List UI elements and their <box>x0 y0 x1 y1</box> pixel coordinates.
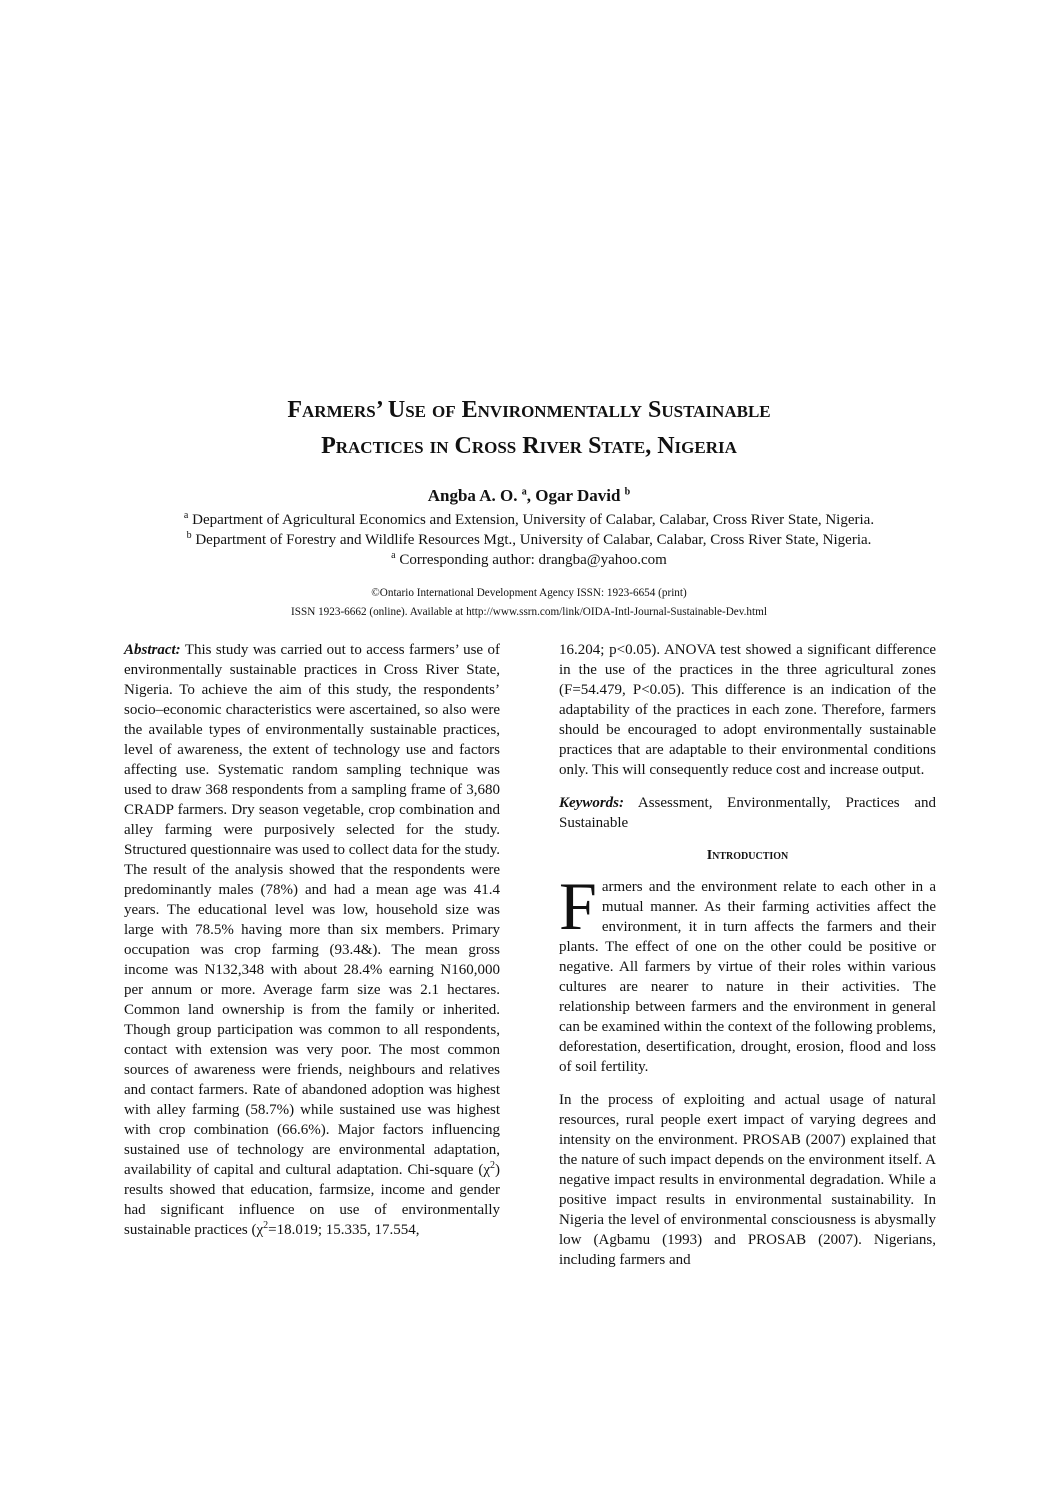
right-column <box>559 640 936 1283</box>
affiliation <box>0 532 1058 549</box>
affiliation-text: Department of Forestry and Wildlife Resources Mgt., University of Calabar, Calabar, Cross River State, Nigeria. <box>191 532 872 548</box>
affiliation-mark: a <box>521 486 527 498</box>
affiliation-text: Department of Agricultural Economics and Extension, University of Calabar, Calabar, Cross River State, Nigeria. <box>188 512 875 528</box>
keywords-label: Keywords: <box>559 795 624 811</box>
drop-cap: F <box>559 868 597 944</box>
abstract-label: Abstract: <box>124 642 181 658</box>
affiliation <box>0 512 1058 529</box>
abstract-paragraph <box>124 640 500 1240</box>
left-column <box>124 640 500 1253</box>
corresponding-author <box>0 552 1058 569</box>
affiliation-mark: a <box>391 550 396 561</box>
intro-text: armers and the environment relate to each other in a mutual manner. As their farming activities affect the environment, it in turn affects the farmers and their plants. The effect of one on the other could be positive or negative. All farmers by virtue of their roles within various cultures are nearer to nature in their activities. The relationship between farmers and the environment in general can be examined within the context of the following problems, deforestation, desertification, drought, erosion, flood and loss of soil fertility. <box>559 879 936 1075</box>
abstract-continuation: 16.204; p<0.05). ANOVA test showed a significant difference in the use of the practices in the three agricultural zones (F=54.479, P<0.05). This difference is an indication of the adaptability of the practices in each zone. Therefore, farmers should be encouraged to adopt environmentally sustainable practices that are adaptable to their environmental conditions only. This will consequently reduce cost and increase output. <box>559 642 936 778</box>
section-heading-introduction: Introduction <box>706 848 789 863</box>
superscript: 2 <box>263 1220 269 1231</box>
affiliation-mark: b <box>624 486 631 498</box>
keywords-paragraph <box>559 793 936 833</box>
abstract-text: This study was carried out to access farmers’ use of environmentally sustainable practices in Cross River State, Nigeria. To achieve the aim of this study, the respondents’ socio–economic characteristics were ascertained, so also were the available types of environmentally sustainable practices, level of awareness, the extent of technology use and factors affecting use. Systematic random sampling technique was used to draw 368 respondents from a sampling frame of 3,680 CRADP farmers. Dry season vegetable, crop combination and alley farming were purposively selected for the study. Structured questionnaire was used to collect data for the study. The result of the analysis showed that the respondents were predominantly males (78%) and had a mean age was 41.4 years. The educational level was low, household size was large with 78.5% having more than six members. Primary occupation was crop farming (93.4&). The mean gross income was N132,348 with about 28.4% earning N160,000 per annum or more. Average farm size was 2.1 hectares. Common land ownership is from the family or inherited. Though group participation was common to all respondents, contact with extension was very poor. The most common sources of awareness were friends, neighbours and relatives and contact farmers. Rate of abandoned adoption was highest with alley farming (58.7%) while sustained use was highest with crop combination (66.6%). Major factors influencing sustained use of technology are environmental adaptation, availability of capital and cultural adaptation. Chi-square (χ <box>124 642 500 1178</box>
corresponding-author-text: Corresponding author: drangba@yahoo.com <box>395 552 667 568</box>
title-line-1: Farmers’ Use of Environmentally Sustainable <box>287 397 771 423</box>
intro-paragraph <box>559 868 936 1077</box>
author-separator: , <box>526 486 536 505</box>
keywords-text: Assessment, Environmentally, Practices and Sustainable <box>559 795 936 831</box>
abstract-text: =18.019; 15.335, 17.554, <box>268 1222 420 1238</box>
author-name: Angba A. O. <box>427 486 518 505</box>
affiliation-mark: a <box>183 510 189 521</box>
paper-title <box>0 392 1058 464</box>
copyright-line: ©Ontario International Development Agency ISSN: 1923-6654 (print) <box>371 587 687 599</box>
author-list <box>0 486 1058 506</box>
abstract-text: ) results showed that education, farmsize, income and gender had significant influence on use of environmentally sustainable practices (χ <box>124 1162 500 1238</box>
superscript: 2 <box>490 1160 495 1171</box>
author-name: Ogar David <box>535 486 621 505</box>
title-line-2: Practices in Cross River State, Nigeria <box>321 433 737 459</box>
issn-line: ISSN 1923-6662 (online). Available at http://www.ssrn.com/link/OIDA-Intl-Journal-Sustainable-Dev.html <box>291 606 767 618</box>
affiliation-mark: b <box>186 530 192 541</box>
intro-paragraph: In the process of exploiting and actual usage of natural resources, rural people exert impact of varying degrees and intensity on the environment. PROSAB (2007) explained that the nature of such impact depends on the environment itself. A negative impact results in environmental degradation. While a positive impact results in environmental sustainability. In Nigeria the level of environmental consciousness is abysmally low (Agbamu (1993) and PROSAB (2007). Nigerians, including farmers and <box>559 1092 936 1268</box>
